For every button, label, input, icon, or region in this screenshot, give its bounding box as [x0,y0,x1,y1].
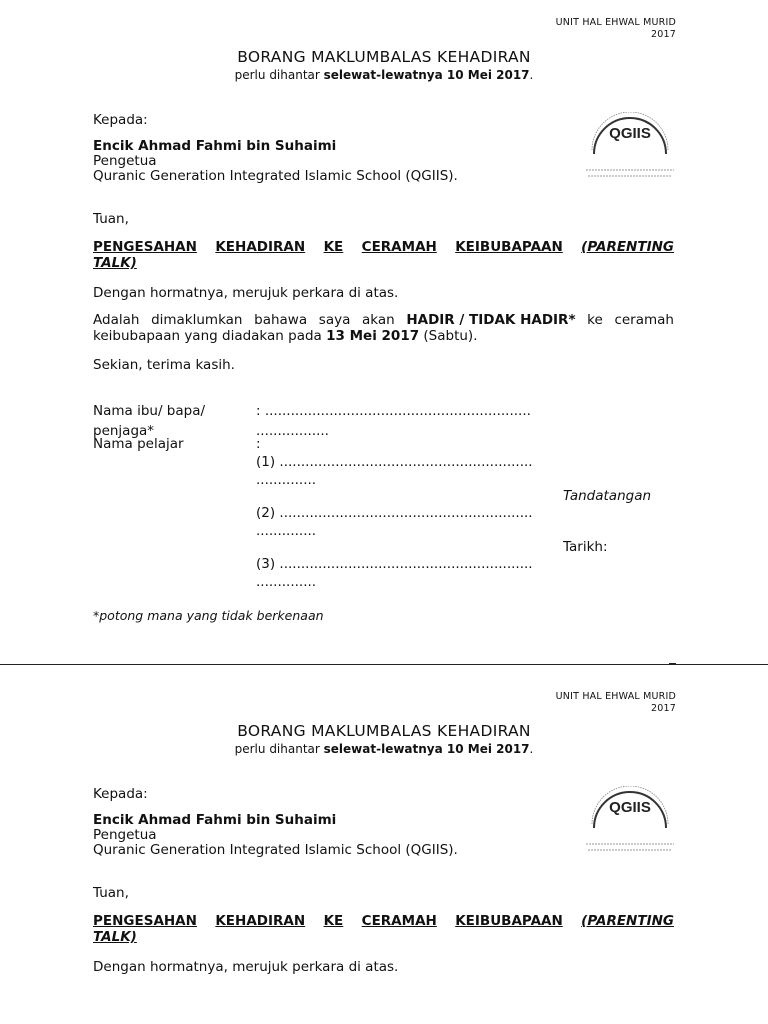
student-dots: (1) ........................................................... [256,454,533,470]
subject-word: KEIBUBAPAAN [455,913,563,929]
subject-word: KEHADIRAN [215,913,306,929]
subject-line-2: TALK) [93,255,137,271]
student-dots: (2) ........................................................... [256,505,533,521]
body-word: Adalah [93,312,140,328]
subject-word: CERAMAH [361,913,437,929]
body-word: dimaklumkan [151,312,243,328]
subject-line [93,239,674,271]
body-text: keibubapaan yang diadakan pada [93,328,327,344]
body-word: saya [318,312,351,328]
qgiis-logo [584,112,676,186]
recipient-title: Pengetua [93,153,157,169]
student-dots-cont: .............. [256,523,317,539]
qgiis-logo-icon [584,112,676,186]
parent-name-dots: : .............................................................. [256,403,531,419]
subject-word: KE [323,239,344,255]
subject-word: PENGESAHAN [93,913,197,929]
qgiis-logo-icon [584,786,676,860]
subject-word: (PARENTING [581,239,674,255]
student-field-3[interactable] [256,556,533,590]
recipient-org: Quranic Generation Integrated Islamic School (QGIIS). [93,168,458,184]
form-title: BORANG MAKLUMBALAS KEHADIRAN [237,722,531,740]
body-word: akan [362,312,395,328]
student-field-1[interactable] [256,454,533,488]
form-title: BORANG MAKLUMBALAS KEHADIRAN [237,48,531,66]
subject-word: KE [323,913,344,929]
attendance-choice: HADIR / TIDAK HADIR* [406,312,576,328]
closing-line: Sekian, terima kasih. [93,357,235,373]
subject-line [93,913,674,945]
subject-word: (PARENTING [581,913,674,929]
salutation: Tuan, [93,885,129,901]
qgiis-logo [584,786,676,860]
subtitle-deadline: selewat-lewatnya 10 Mei 2017 [323,742,530,756]
kepada-label: Kepada: [93,112,148,128]
subject-word: CERAMAH [361,239,437,255]
parent-name-dots-cont: ................. [256,423,329,439]
parent-label-line2: penjaga* [93,423,155,439]
form-subtitle [0,68,768,82]
body-text: (Sabtu). [419,328,478,344]
logo-text: QGIIS [609,125,651,142]
unit-year: 2017 [651,703,676,714]
body-word: ceramah [614,312,674,328]
kepada-label: Kepada: [93,786,148,802]
salutation: Tuan, [93,211,129,227]
recipient-org: Quranic Generation Integrated Islamic School (QGIIS). [93,842,458,858]
form-subtitle [0,742,768,756]
response-form-2 [0,674,768,1024]
subtitle-period: . [529,742,534,756]
cut-divider [0,664,768,665]
student-dots: (3) ........................................................... [256,556,533,572]
body-paragraph [93,312,674,344]
unit-header [556,691,676,715]
parent-name-field[interactable] [256,403,531,439]
subject-line-2: TALK) [93,929,137,945]
logo-text: QGIIS [609,799,651,816]
date-label: Tarikh: [563,539,608,555]
student-field-2[interactable] [256,505,533,539]
subject-line-1 [93,239,674,255]
body-word: ke [587,312,603,328]
parent-name-label [93,403,205,439]
unit-year: 2017 [651,29,676,40]
subtitle-text: perlu dihantar [234,742,324,756]
subject-word: PENGESAHAN [93,239,197,255]
recipient-name: Encik Ahmad Fahmi bin Suhaimi [93,138,337,154]
unit-header [556,17,676,41]
subtitle-deadline: selewat-lewatnya 10 Mei 2017 [323,68,530,82]
opening-line: Dengan hormatnya, merujuk perkara di atas. [93,959,399,975]
subject-line-1 [93,913,674,929]
unit-name: UNIT HAL EHWAL MURID [555,691,676,702]
body-line-1 [93,312,674,328]
unit-name: UNIT HAL EHWAL MURID [555,17,676,28]
student-dots-cont: .............. [256,574,317,590]
subtitle-period: . [529,68,534,82]
body-line-2 [93,328,674,344]
cut-divider-tick [669,663,676,665]
student-name-label: Nama pelajar [93,436,184,452]
footnote: *potong mana yang tidak berkenaan [93,608,324,623]
recipient-name: Encik Ahmad Fahmi bin Suhaimi [93,812,337,828]
student-dots-cont: .............. [256,472,317,488]
event-date: 13 Mei 2017 [326,328,420,344]
subject-word: KEIBUBAPAAN [455,239,563,255]
subject-word: KEHADIRAN [215,239,306,255]
opening-line: Dengan hormatnya, merujuk perkara di atas. [93,285,399,301]
recipient-title: Pengetua [93,827,157,843]
body-word: bahawa [254,312,308,328]
student-colon: : [256,436,261,452]
subtitle-text: perlu dihantar [234,68,324,82]
parent-label-line1: Nama ibu/ bapa/ [93,403,206,419]
signature-label: Tandatangan [563,488,652,504]
